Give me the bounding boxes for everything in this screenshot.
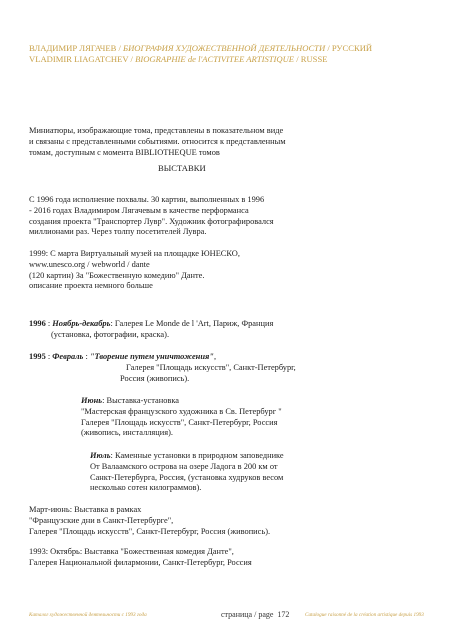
entry-1995-line3: Россия (живопись). [120,373,190,383]
header-separator: / [128,54,136,64]
header-language-fr: RUSSE [300,54,328,64]
entry-year: 1996 [29,319,46,328]
entry-1996-line1: 1996 : Ноябрь-декабрь: Галерея Le Monde de l 'Art, Париж, Франция [29,319,274,328]
entry-1995-line1: 1995 : Февраль : "Творение путем уничтожения", [29,352,217,361]
entry-text: : Каменные установки в природном заповеднике [110,451,284,460]
entry-period: Февраль [52,352,84,361]
entry-1996 [29,319,273,341]
page-header [29,43,429,65]
footer-page-number: страница / page 172 [221,610,290,619]
section-title: ВЫСТАВКИ [158,163,206,173]
paragraph-unesco: 1999: С марта Виртуальный музей на площадке ЮНЕСКО, www.unesco.org / webworld / dante (120 картин) За "Божественную комедию" Данте. описание проекта немного больше [29,249,240,291]
entry-1995-line2: Галерея "Площадь искусств", Санкт-Петербург, [126,362,296,372]
header-separator: / [325,43,332,53]
entry-year: 1995 [29,352,46,361]
entry-text: : Выставка-установка [102,396,180,405]
entry-period: Июль [90,451,111,460]
footer-right-caption: Catalogue raisonné de la création artistique depuis 1993 [305,612,424,618]
entry-title: "Творение путем уничтожения" [89,352,214,361]
footer-left-caption: Каталог художественной деятельности с 1993 года [29,612,147,618]
paragraph-louvre: С 1996 года исполнение похвалы. 30 картин, выполненных в 1996 - 2016 годах Владимиром Лягачевым в качестве перформанса создания проекта "Транспортер Лувр". Художник фотографировался миллионами раз. Через толпу посетителей Лувра. [29,195,274,237]
header-separator: / [294,54,301,64]
header-line-french [29,54,429,65]
header-author-fr: VLADIMIR LIAGATCHEV [29,54,129,64]
header-title-fr: BIOGRAPHIE de l'ACTIVITEE ARTISTIQUE [135,54,295,64]
entry-july-line1 [90,451,284,462]
entry-period: Ноябрь-декабрь [52,319,111,328]
entry-1996-line2: (установка, фотографии, краска). [51,329,170,339]
header-author-ru: ВЛАДИМИР ЛЯГАЧЕВ [29,43,117,53]
paragraph-1993: 1993: Октябрь: Выставка "Божественная комедия Данте", Галерея Национальной филармонии, Санкт-Петербург, Россия [29,547,252,567]
entry-june [81,396,282,439]
header-title-ru: БИОГРАФИЯ ХУДОЖЕСТВЕННОЙ ДЕЯТЕЛЬНОСТИ [123,43,326,53]
page-footer [29,612,429,618]
entry-period: Июнь [81,396,103,405]
entry-text: : Галерея Le Monde de l 'Art, Париж, Франция [110,319,274,328]
entry-june-body: "Мастерская французского художника в Св. Петербург " Галерея "Площадь искусств", Санкт-Петербург, Россия (живопись, инсталляция). [81,406,282,438]
header-line-russian [29,43,429,54]
entry-july [90,451,284,494]
intro-paragraph: Миниатюры, изображающие тома, представлены в показательном виде и связаны с представленными событиями. относится к представленным томам, доступным с момента BIBLIOTHEQUE томов [29,126,286,157]
entry-june-line1 [81,396,282,407]
header-separator: / [116,43,124,53]
entry-1995 [29,352,296,384]
paragraph-french-days: Март-июнь: Выставка в рамках "Французские дни в Санкт-Петербурге", Галерея "Площадь искусств", Санкт-Петербург, Россия (живопись). [29,505,271,536]
entry-july-body: От Валаамского острова на озере Ладога в 200 км от Санкт-Петербурга, Россия, (установка худруков весом несколько сотен килограммов). [90,461,284,493]
header-language-ru: РУССКИЙ [331,43,373,53]
